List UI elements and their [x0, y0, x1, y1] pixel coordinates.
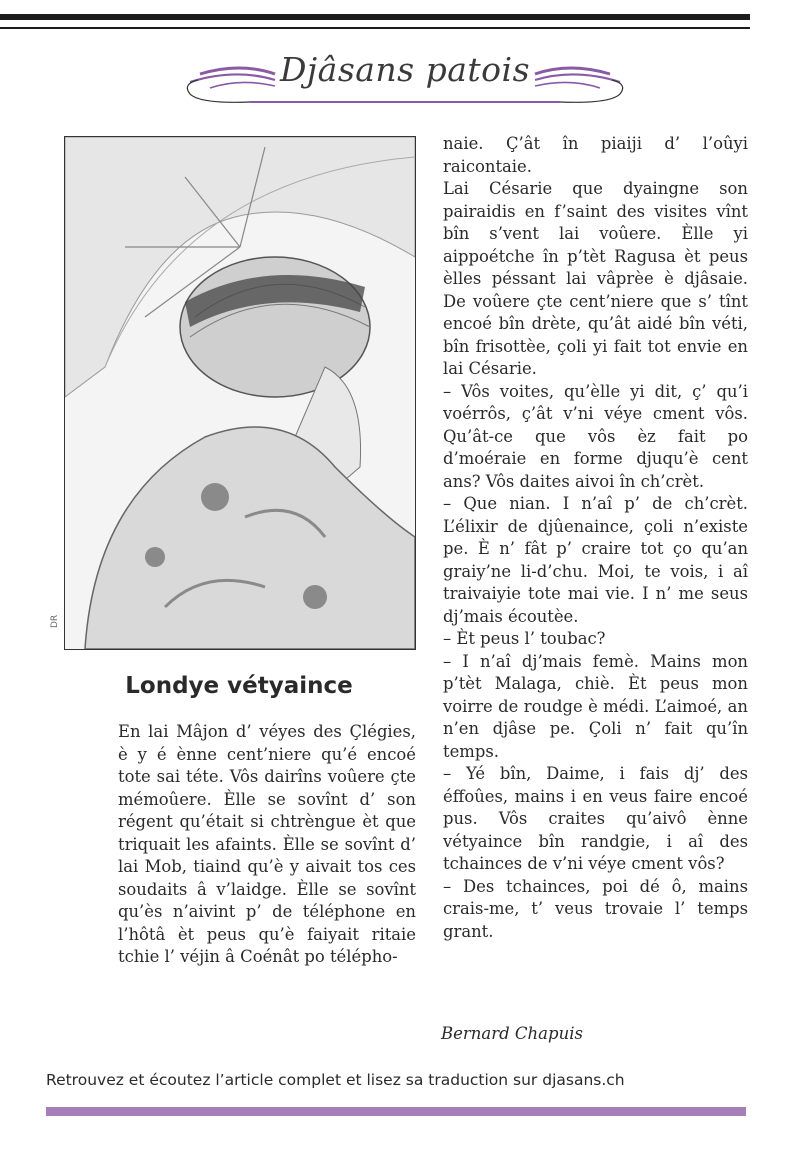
- article-column-1: [118, 721, 416, 969]
- footer-bar: [46, 1107, 746, 1116]
- section-title: Djâsans patois: [279, 50, 531, 89]
- paragraph: naie. Ç’ât în piaiji d’ l’oûyi raicontaie.: [443, 134, 748, 176]
- article-illustration: [64, 136, 416, 650]
- author-signature: Bernard Chapuis: [441, 1024, 583, 1043]
- paragraph: – Èt peus l’ toubac?: [443, 629, 606, 648]
- footer-note: Retrouvez et écoutez l’article complet et lisez sa traduction sur djasans.ch: [46, 1071, 625, 1089]
- paragraph: – Yé bîn, Daime, i fais dj’ des éffoûes, mains i en veus faire encoé pus. Vôs craites qu’aivô ènne vétyaince bîn randgie, i aî des tchainces de v’ni véye cment vôs?: [443, 764, 748, 873]
- paragraph: – Des tchainces, poi dé ô, mains crais-me, t’ veus trovaie l’ temps grant.: [443, 876, 748, 941]
- paragraph: – Que nian. I n’aî p’ de ch’crèt. L’élixir de djûenaince, çoli n’existe pe. È n’ fât p’ craire tot ço qu’an graiy’ne li-d’chu. Moi, te vois, i aî traivaiyie tote mai vie. I n’ me seus dj’mais écoutèe.: [443, 494, 748, 626]
- top-rule-thin: [0, 27, 750, 29]
- paragraph: En lai Mâjon d’ véyes des Çlégies, è y é ènne cent’niere qu’é encoé tote sai téte. Vôs dairîns voûere çte mémoûere. Èlle se sovînt d’ son régent qu’était si chtrèngue èt que triquait les afaints. Èlle se sovînt d’ lai Mob, tiaind qu’è y aivait tos ces soudaits â v’laidge. Èlle se sovînt qu’ès n’aivint p’ de téléphone en l’hôtâ èt peus qu’è faiyait ritaie tchie l’ véjin â Coénât po télépho-: [118, 722, 416, 966]
- paragraph: – Vôs voites, qu’èlle yi dit, ç’ qu’i voérrôs, ç’ât v’ni véye cment vôs. Qu’ât-ce que vôs èz fait po d’moéraie en forme djuqu’è cent ans? Vôs daites aivoi în ch’crèt.: [443, 381, 748, 491]
- article-headline: Londye vétyaince: [125, 673, 353, 699]
- photo-credit: DR: [50, 614, 60, 628]
- top-rule-thick: [0, 14, 750, 20]
- paragraph: – I n’aî dj’mais femè. Mains mon p’tèt Malaga, chiè. Èt peus mon voirre de roudge è médi. L’aimoé, an n’en djâse pe. Çoli n’ fait qu’în temps.: [443, 651, 748, 761]
- paragraph: Lai Césarie que dyaingne son pairaidis en f’saint des visites vînt bîn s’vent lai voûere. Èlle yi aippoétche în p’tèt Ragusa èt peus èlles péssant lai vâprèe è djâsaie. De voûere çte cent’niere que s’ tînt encoé bîn drète, qu’ât aidé bîn véti, bîn frisottèe, çoli yi fait tot envie en lai Césarie.: [443, 179, 748, 378]
- section-header: [180, 44, 630, 114]
- article-column-2: [443, 133, 748, 943]
